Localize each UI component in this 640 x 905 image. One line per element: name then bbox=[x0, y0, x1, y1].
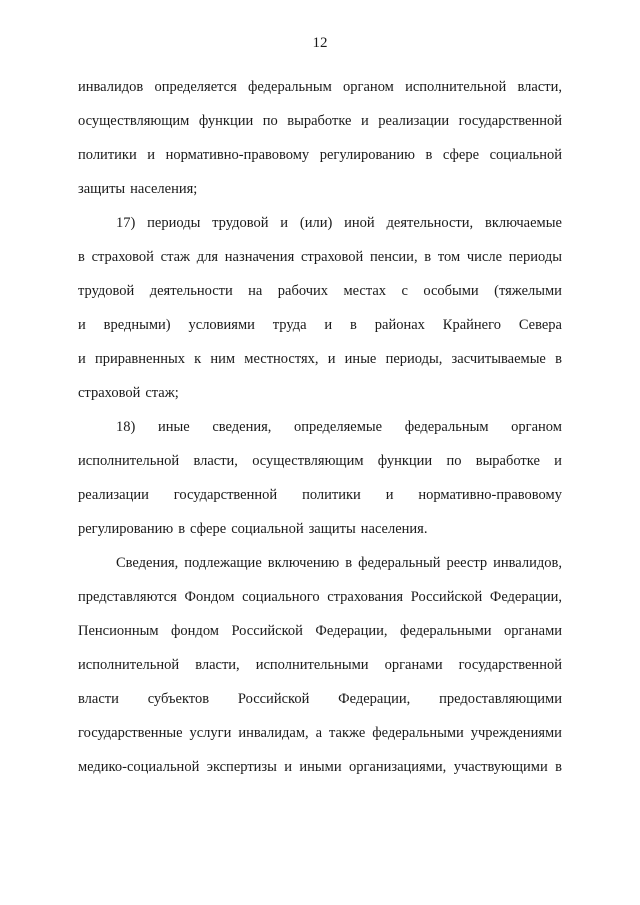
text-line: осуществляющим функции по выработке и реализации государственной bbox=[78, 113, 562, 129]
text-line: и приравненных к ним местностях, и иные периоды, засчитываемые в bbox=[78, 351, 562, 367]
text-line: и вредными) условиями труда и в районах Крайнего Севера bbox=[78, 317, 562, 333]
paragraph bbox=[78, 206, 562, 410]
paragraph bbox=[78, 410, 562, 546]
text-line: медико-социальной экспертизы и иными организациями, участвующими в bbox=[78, 759, 562, 775]
text-line: представляются Фондом социального страхования Российской Федерации, bbox=[78, 589, 562, 605]
text-line: инвалидов определяется федеральным органом исполнительной власти, bbox=[78, 79, 562, 95]
paragraph bbox=[78, 70, 562, 206]
text-line: регулированию в сфере социальной защиты населения. bbox=[78, 521, 428, 537]
text-line: исполнительной власти, осуществляющим функции по выработке и bbox=[78, 453, 562, 469]
text-line: реализации государственной политики и нормативно-правовому bbox=[78, 487, 562, 503]
page-number: 12 bbox=[312, 35, 328, 51]
paragraph bbox=[78, 546, 562, 784]
text-line: защиты населения; bbox=[78, 181, 198, 197]
text-line: политики и нормативно-правовому регулированию в сфере социальной bbox=[78, 147, 562, 163]
text-line: Пенсионным фондом Российской Федерации, федеральными органами bbox=[78, 623, 562, 639]
text-line: страховой стаж; bbox=[78, 385, 179, 401]
text-line: 18) иные сведения, определяемые федеральным органом bbox=[116, 419, 562, 435]
text-line: Сведения, подлежащие включению в федеральный реестр инвалидов, bbox=[116, 555, 562, 571]
text-line: трудовой деятельности на рабочих местах с особыми (тяжелыми bbox=[78, 283, 562, 299]
text-line: 17) периоды трудовой и (или) иной деятельности, включаемые bbox=[116, 215, 562, 231]
text-line: исполнительной власти, исполнительными органами государственной bbox=[78, 657, 562, 673]
text-line: в страховой стаж для назначения страховой пенсии, в том числе периоды bbox=[78, 249, 562, 265]
document-body bbox=[78, 70, 562, 784]
text-line: власти субъектов Российской Федерации, предоставляющими bbox=[78, 691, 562, 707]
text-line: государственные услуги инвалидам, а также федеральными учреждениями bbox=[78, 725, 562, 741]
